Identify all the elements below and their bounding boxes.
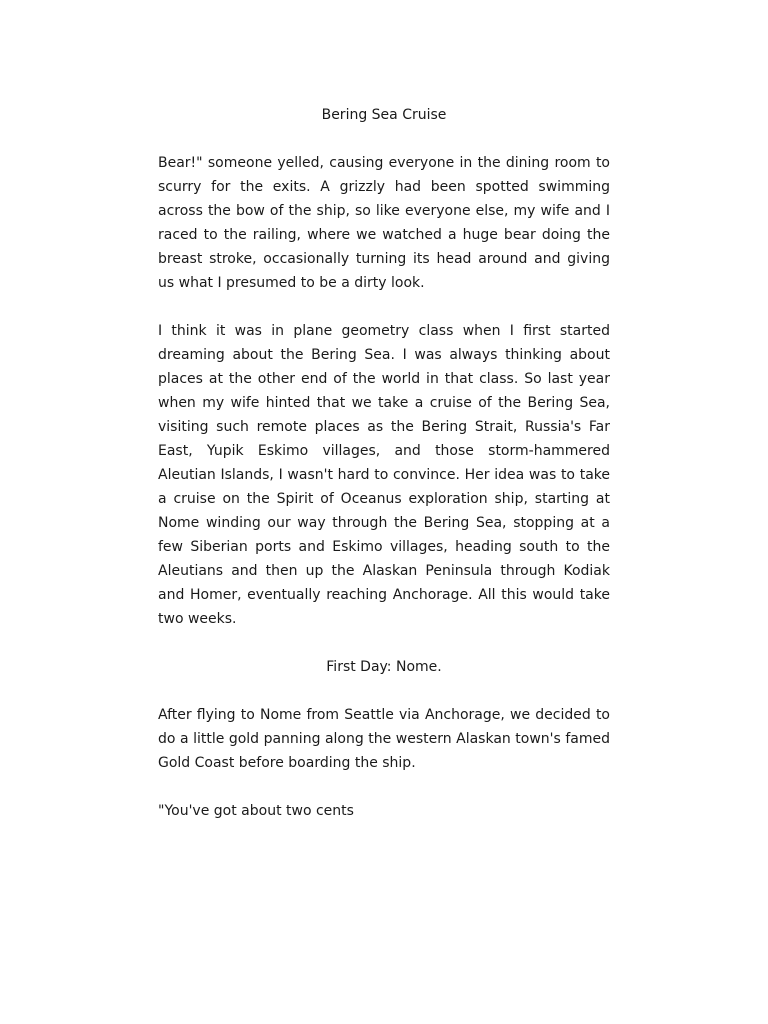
document-title: Bering Sea Cruise [321, 107, 447, 123]
paragraph-nome: After flying to Nome from Seattle via Anchorage, we decided to do a little gold panning along the western Alaskan town's famed Gold Coast before boarding the ship. [158, 707, 610, 771]
paragraph-geometry: I think it was in plane geometry class when I first started dreaming about the Bering Sea. I was always thinking about places at the other end of the world in that class. So last year when my wife hinted that we take a cruise of the Bering Sea, visiting such remote places as the Bering Strait, Russia's Far East, Yupik Eskimo villages, and those storm-hammered Aleutian Islands, I wasn't hard to convince. Her idea was to take a cruise on the Spirit of Oceanus exploration ship, starting at Nome winding our way through the Bering Sea, stopping at a few Siberian ports and Eskimo villages, heading south to the Aleutians and then up the Alaskan Peninsula through Kodiak and Homer, eventually reaching Anchorage. All this would take two weeks. [158, 323, 610, 627]
document-body [158, 103, 610, 823]
paragraph-bear: Bear!" someone yelled, causing everyone in the dining room to scurry for the exits. A grizzly had been spotted swimming across the bow of the ship, so like everyone else, my wife and I raced to the railing, where we watched a huge bear doing the breast stroke, occasionally turning its head around and giving us what I presumed to be a dirty look. [158, 155, 610, 291]
section-heading: First Day: Nome. [326, 659, 442, 675]
paragraph-quote: "You've got about two cents [158, 803, 354, 819]
